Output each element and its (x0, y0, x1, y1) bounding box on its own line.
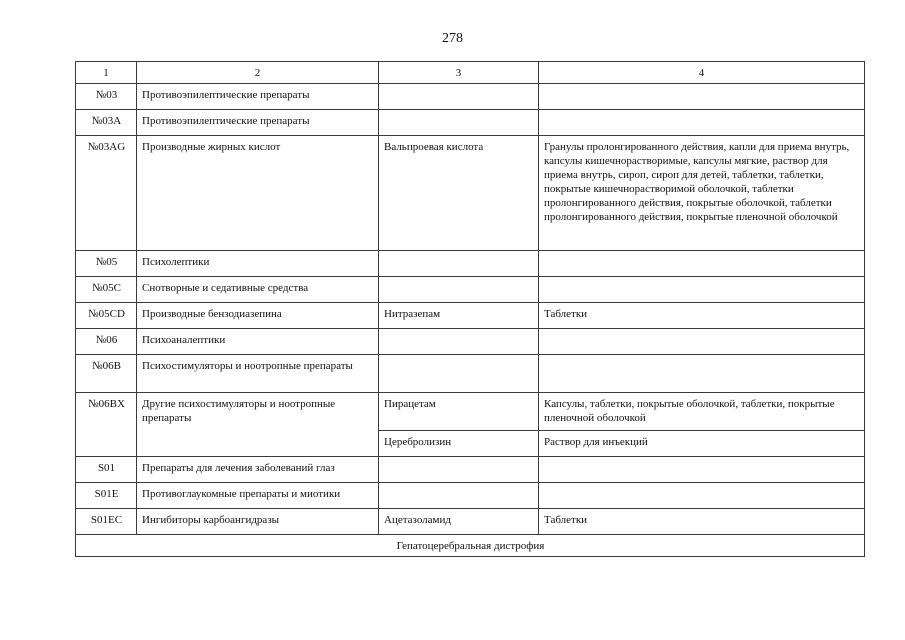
atc-code-cell: №06BX (76, 393, 137, 457)
table-row (76, 393, 865, 431)
group-cell: Противоэпилептические препараты (137, 84, 379, 110)
table-row (76, 110, 865, 136)
table-row (76, 303, 865, 329)
group-cell: Противоглаукомные препараты и миотики (137, 483, 379, 509)
table-row (76, 355, 865, 393)
substance-cell (379, 277, 539, 303)
group-cell: Психолептики (137, 251, 379, 277)
table-row (76, 136, 865, 251)
atc-code-cell: №06 (76, 329, 137, 355)
table-row (76, 251, 865, 277)
group-cell: Психоаналептики (137, 329, 379, 355)
substance-cell: Нитразепам (379, 303, 539, 329)
substance-cell (379, 483, 539, 509)
form-cell: Капсулы, таблетки, покрытые оболочкой, таблетки, покрытые пленочной оболочкой (539, 393, 865, 431)
table-row (76, 329, 865, 355)
atc-code-cell: №05CD (76, 303, 137, 329)
drug-table (75, 61, 865, 557)
group-cell: Другие психостимуляторы и ноотропные препараты (137, 393, 379, 457)
atc-code-cell: S01E (76, 483, 137, 509)
table-row (76, 84, 865, 110)
form-cell: Гранулы пролонгированного действия, капли для приема внутрь, капсулы кишечнорастворимые, капсулы мягкие, раствор для приема внутрь, сироп, сироп для детей, таблетки, таблетки, покрытые кишечнорастворимой оболочкой, таблетки пролонгированного действия, покрытые оболочкой, таблетки пролонгированного действия, покрытые пленочной оболочкой (539, 136, 865, 251)
section-title: Гепатоцеребральная дистрофия (76, 535, 865, 557)
table-row (76, 483, 865, 509)
atc-code-cell: №03 (76, 84, 137, 110)
substance-cell: Вальпроевая кислота (379, 136, 539, 251)
form-cell (539, 277, 865, 303)
page-number: 278 (442, 31, 463, 46)
group-cell: Ингибиторы карбоангидразы (137, 509, 379, 535)
section-row (76, 535, 865, 557)
form-cell (539, 110, 865, 136)
atc-code-cell: №05C (76, 277, 137, 303)
form-cell: Таблетки (539, 303, 865, 329)
substance-cell (379, 457, 539, 483)
column-header: 2 (137, 62, 379, 84)
form-cell (539, 329, 865, 355)
atc-code-cell: S01 (76, 457, 137, 483)
group-cell: Снотворные и седативные средства (137, 277, 379, 303)
substance-cell: Церебролизин (379, 431, 539, 457)
column-header: 3 (379, 62, 539, 84)
column-header: 4 (539, 62, 865, 84)
atc-code-cell: №06B (76, 355, 137, 393)
table-header-row (76, 62, 865, 84)
form-cell (539, 355, 865, 393)
table-row (76, 277, 865, 303)
atc-code-cell: №03AG (76, 136, 137, 251)
substance-cell: Пирацетам (379, 393, 539, 431)
group-cell: Препараты для лечения заболеваний глаз (137, 457, 379, 483)
substance-cell (379, 251, 539, 277)
form-cell (539, 457, 865, 483)
form-cell: Таблетки (539, 509, 865, 535)
table-row (76, 457, 865, 483)
table-row (76, 509, 865, 535)
group-cell: Производные жирных кислот (137, 136, 379, 251)
form-cell (539, 483, 865, 509)
form-cell: Раствор для инъекций (539, 431, 865, 457)
form-cell (539, 251, 865, 277)
group-cell: Противоэпилептические препараты (137, 110, 379, 136)
substance-cell (379, 329, 539, 355)
atc-code-cell: S01EC (76, 509, 137, 535)
atc-code-cell: №03A (76, 110, 137, 136)
group-cell: Производные бензодиазепина (137, 303, 379, 329)
substance-cell (379, 84, 539, 110)
atc-code-cell: №05 (76, 251, 137, 277)
form-cell (539, 84, 865, 110)
group-cell: Психостимуляторы и ноотропные препараты (137, 355, 379, 393)
substance-cell (379, 110, 539, 136)
substance-cell (379, 355, 539, 393)
column-header: 1 (76, 62, 137, 84)
substance-cell: Ацетазоламид (379, 509, 539, 535)
